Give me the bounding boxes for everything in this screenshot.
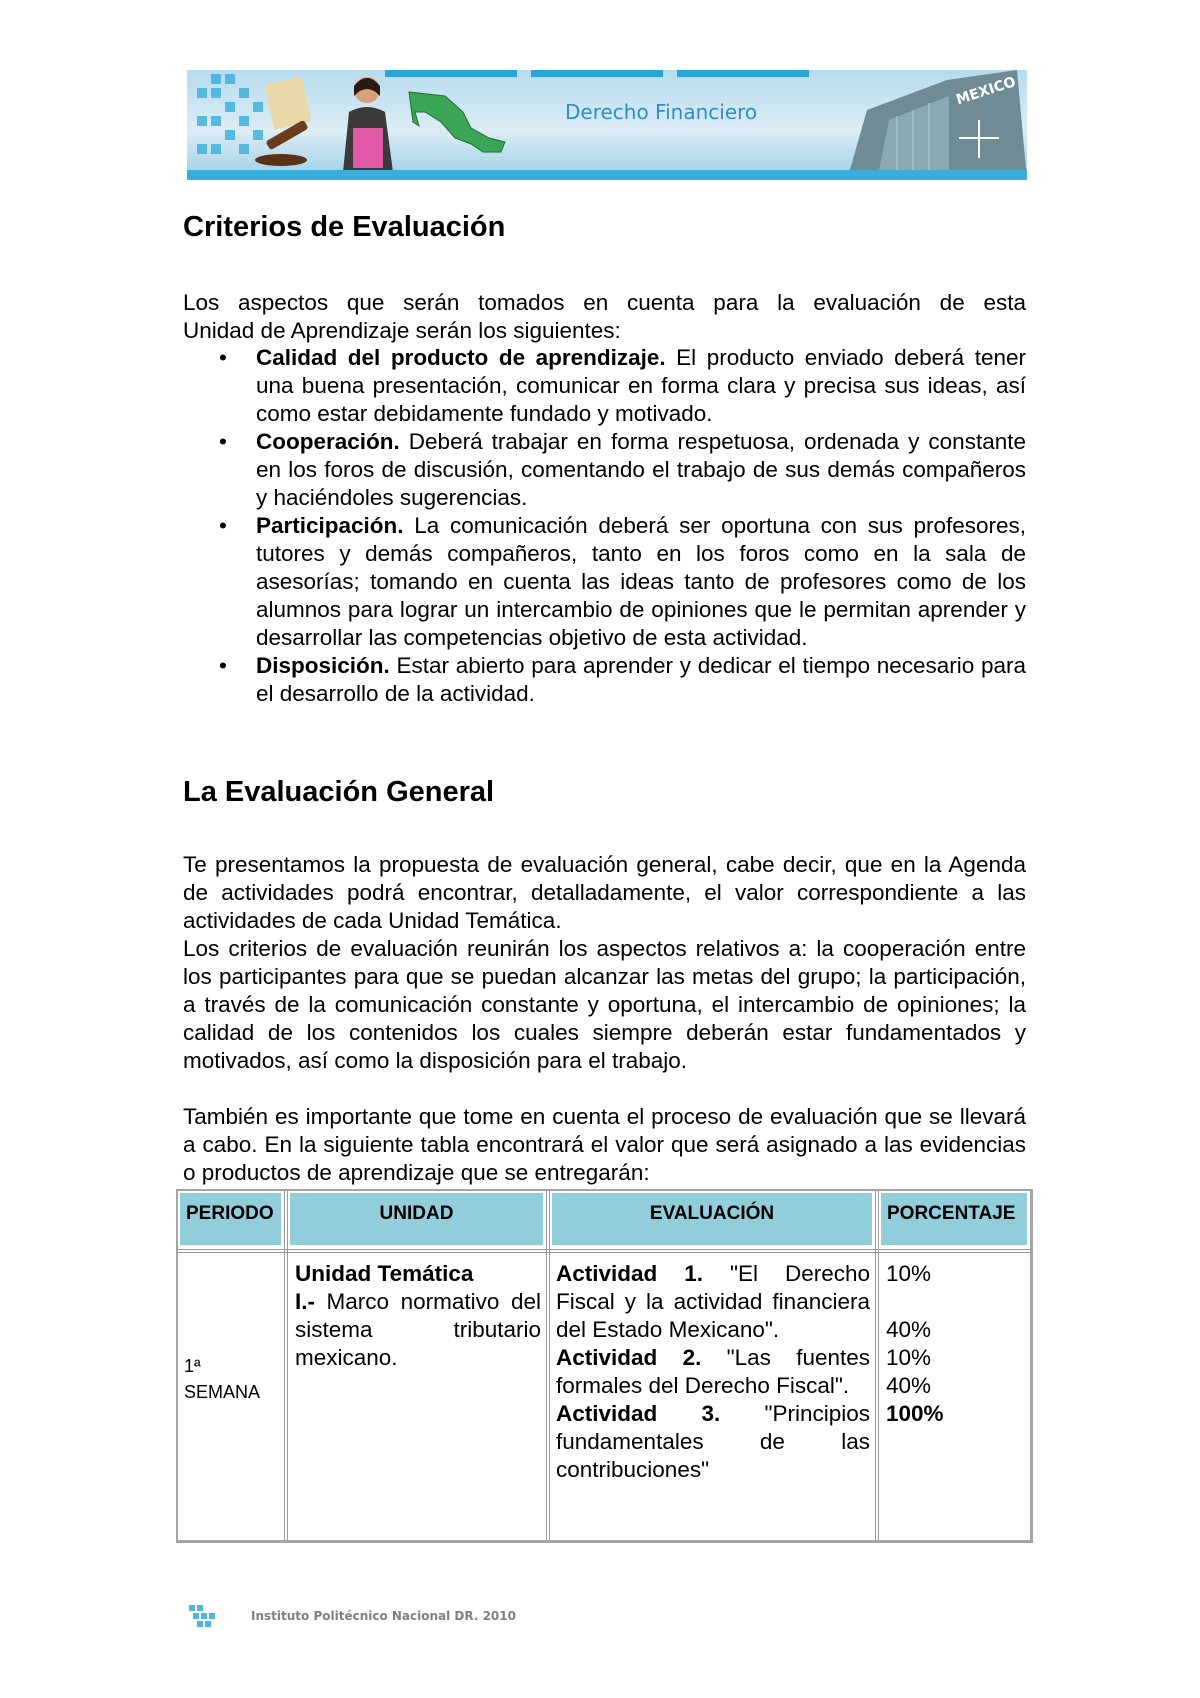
- activity-text: "Las fuentes formales del Derecho Fiscal".: [556, 1345, 870, 1398]
- list-item: [183, 428, 1026, 512]
- percentage-total: 100%: [886, 1401, 944, 1426]
- unidad-cell: [295, 1260, 541, 1372]
- periodo-cell: [184, 1353, 260, 1405]
- activity-item: [556, 1344, 870, 1400]
- criteria-text: Deberá trabajar en forma respetuosa, ordenada y constante en los foros de discusión, comentando el trabajo de sus demás compañeros y haciéndoles sugerencias.: [256, 429, 1026, 510]
- banner-bottom-bar: [187, 170, 1027, 180]
- activity-text: "Principios fundamentales de las contribuciones": [556, 1401, 870, 1482]
- column-divider: [284, 1191, 285, 1540]
- general-paragraph-1: Te presentamos la propuesta de evaluación general, cabe decir, que en la Agenda de actividades podrá encontrar, detalladamente, el valor correspondiente a las actividades de cada Unidad Temática.: [183, 852, 1026, 933]
- row-divider: [178, 1249, 1030, 1250]
- percentage-value: 40%: [886, 1317, 932, 1342]
- general-paragraph-3: También es importante que tome en cuenta el proceso de evaluación que se llevará a cabo. En la siguiente tabla encontrará el valor que será asignado a las evidencias o productos de aprendizaje que se entregarán:: [183, 1104, 1026, 1185]
- row-divider: [178, 1252, 1030, 1253]
- header-periodo: PERIODO: [180, 1193, 281, 1245]
- porcentaje-cell: [886, 1260, 1026, 1428]
- activity-item: [556, 1260, 870, 1344]
- column-divider: [878, 1191, 879, 1540]
- building-photo: [827, 70, 1027, 180]
- criteria-term: Participación.: [256, 513, 404, 538]
- header-unidad: UNIDAD: [290, 1193, 543, 1245]
- criteria-intro-line2: Unidad de Aprendizaje serán los siguientes:: [183, 318, 621, 343]
- criteria-text: El producto enviado deberá tener una buena presentación, comunicar en forma clara y precisa sus ideas, así como estar debidamente fundado y motivado.: [256, 345, 1026, 426]
- businesswoman-photo: [335, 72, 405, 172]
- column-divider: [546, 1191, 547, 1540]
- criteria-term: Calidad del producto de aprendizaje.: [256, 345, 666, 370]
- criteria-term: Cooperación.: [256, 429, 400, 454]
- criteria-heading: Criterios de Evaluación: [183, 211, 506, 243]
- evaluacion-cell: [556, 1260, 870, 1484]
- criteria-text: Estar abierto para aprender y dedicar el tiempo necesario para el desarrollo de la actividad.: [256, 653, 1026, 706]
- activity-item: [556, 1400, 870, 1484]
- general-evaluation-heading: La Evaluación General: [183, 776, 495, 808]
- bullet-icon: •: [219, 513, 227, 538]
- header-banner: [187, 70, 1027, 180]
- column-divider: [875, 1191, 876, 1540]
- banner-stripe: [531, 70, 663, 77]
- unidad-number: I.-: [295, 1289, 315, 1314]
- percentage-value: 10%: [886, 1345, 932, 1370]
- column-divider: [549, 1191, 550, 1540]
- evaluation-table: [176, 1189, 1033, 1543]
- column-divider: [287, 1191, 288, 1540]
- criteria-list: [183, 344, 1026, 708]
- bullet-icon: •: [219, 429, 227, 454]
- criteria-text: La comunicación deberá ser oportuna con sus profesores, tutores y demás compañeros, tanto en los foros como en la sala de asesorías; tomando en cuenta las ideas tanto de profesores como de los alumnos para lograr un intercambio de opiniones que le permitan aprender y desarrollar las competencias objetivo de esta actividad.: [256, 513, 1026, 650]
- header-porcentaje: PORCENTAJE: [881, 1193, 1027, 1245]
- activity-label: Actividad 3.: [556, 1401, 721, 1426]
- svg-text:MEXICO: MEXICO: [954, 74, 1018, 109]
- periodo-line1: 1ª: [184, 1356, 201, 1376]
- list-item: [183, 512, 1026, 652]
- ipn-logo-icon: [187, 1603, 217, 1629]
- criteria-intro-line1: Los aspectos que serán tomados en cuenta para la evaluación de esta: [183, 290, 1026, 315]
- activity-label: Actividad 2.: [556, 1345, 702, 1370]
- bullet-icon: •: [219, 345, 227, 370]
- percentage-value: 10%: [886, 1261, 932, 1286]
- bullet-icon: •: [219, 653, 227, 678]
- banner-stripe: [677, 70, 809, 77]
- unidad-text: Marco normativo del sistema tributario mexicano.: [295, 1289, 541, 1370]
- percentage-value: 40%: [886, 1373, 932, 1398]
- periodo-line2: SEMANA: [184, 1382, 261, 1402]
- footer-text: Instituto Politécnico Nacional DR. 2010: [251, 1609, 516, 1623]
- pixel-mosaic-graphic: [191, 74, 341, 174]
- criteria-term: Disposición.: [256, 653, 390, 678]
- activity-text: "El Derecho Fiscal y la actividad financiera del Estado Mexicano".: [556, 1261, 870, 1342]
- header-evaluacion: EVALUACIÓN: [552, 1193, 872, 1245]
- percentage-spacer: [886, 1288, 1026, 1316]
- list-item: [183, 344, 1026, 428]
- general-paragraph-2: Los criterios de evaluación reunirán los aspectos relativos a: la cooperación entre los participantes para que se puedan alcanzar las metas del grupo; la participación, a través de la comunicación constante y oportuna, el intercambio de opiniones; la calidad de los contenidos los cuales siempre deberán estar fundamentados y motivados, así como la disposición para el trabajo.: [183, 936, 1026, 1073]
- unidad-title: Unidad Temática: [295, 1261, 474, 1286]
- activity-label: Actividad 1.: [556, 1261, 704, 1286]
- banner-title: Derecho Financiero: [565, 100, 758, 124]
- list-item: [183, 652, 1026, 708]
- mexico-map-graphic: [405, 82, 515, 172]
